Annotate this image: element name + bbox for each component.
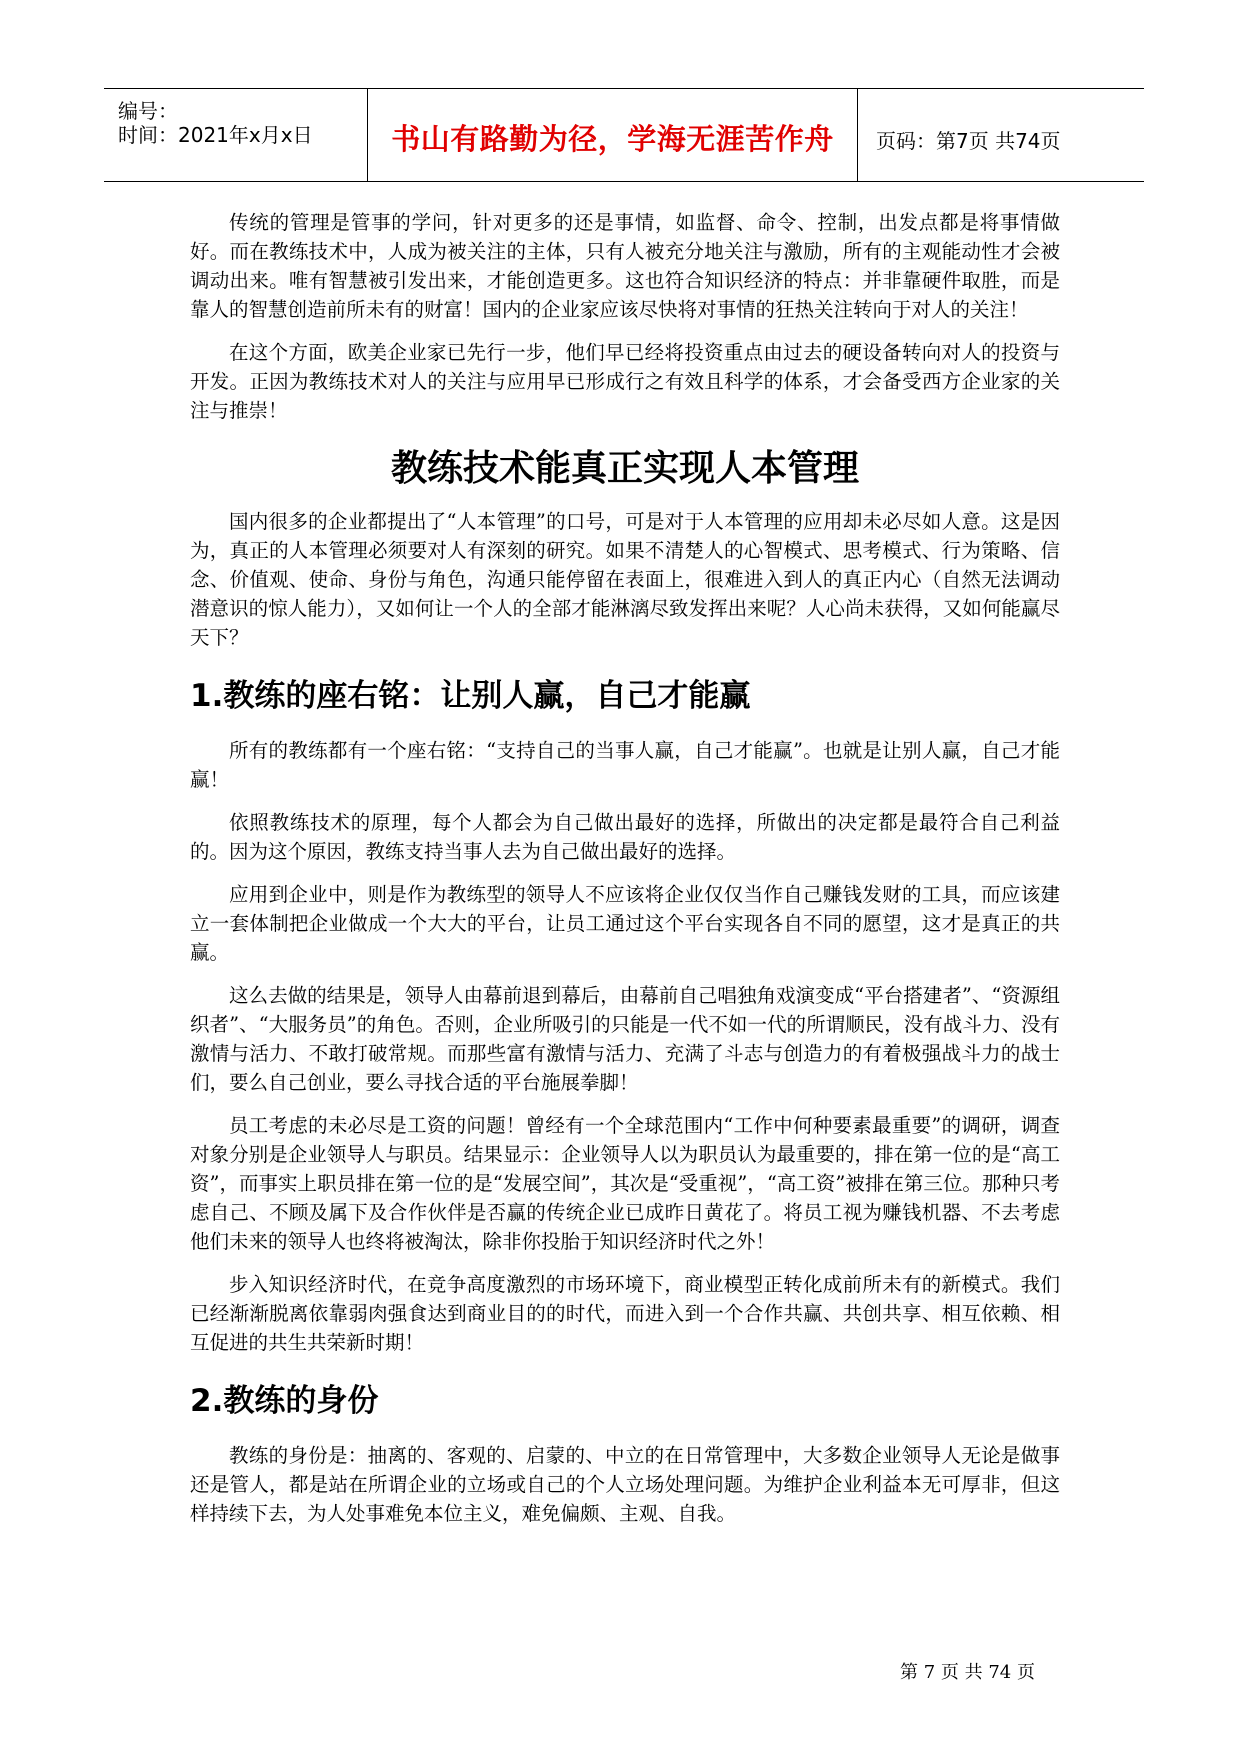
document-number-label: 编号： (118, 99, 178, 123)
paragraph: 这么去做的结果是，领导人由幕前退到幕后，由幕前自己唱独角戏演变成“平台搭建者”、“资源组织者”、“大服务员”的角色。否则，企业所吸引的只能是一代不如一代的所谓顺民，没有战斗力、没有激情与活力、不敢打破常规。而那些富有激情与活力、充满了斗志与创造力的有着极强战斗力的战士们，要么自己创业，要么寻找合适的平台施展拳脚！ (190, 984, 1060, 1094)
subsection-heading: 1.教练的座右铭：让别人赢，自己才能赢 (190, 678, 751, 714)
paragraph: 步入知识经济时代，在竞争高度激烈的市场环境下，商业模型正转化成前所未有的新模式。我们已经渐渐脱离依靠弱肉强食达到商业目的的时代，而进入到一个合作共赢、共创共享、相互依赖、相互促进的共生共荣新时期！ (190, 1273, 1060, 1354)
document-time-label: 时间：2021年x月x日 (118, 123, 313, 147)
paragraph: 员工考虑的未必尽是工资的问题！曾经有一个全球范围内“工作中何种要素最重要”的调研，调查对象分别是企业领导人与职员。结果显示：企业领导人以为职员认为最重要的，排在第一位的是“高工资”，而事实上职员排在第一位的是“发展空间”，其次是“受重视”，“高工资”被排在第三位。那种只考虑自己、不顾及属下及合作伙伴是否赢的传统企业已成昨日黄花了。将员工视为赚钱机器、不去考虑他们未来的领导人也终将被淘汰，除非你投胎于知识经济时代之外！ (190, 1114, 1060, 1253)
paragraph: 国内很多的企业都提出了“人本管理”的口号，可是对于人本管理的应用却未必尽如人意。这是因为，真正的人本管理必须要对人有深刻的研究。如果不清楚人的心智模式、思考模式、行为策略、信念、价值观、使命、身份与角色，沟通只能停留在表面上，很难进入到人的真正内心（自然无法调动潜意识的惊人能力），又如何让一个人的全部才能淋漓尽致发挥出来呢？人心尚未获得，又如何能赢尽天下？ (190, 510, 1060, 649)
paragraph: 依照教练技术的原理，每个人都会为自己做出最好的选择，所做出的决定都是最符合自己利益的。因为这个原因，教练支持当事人去为自己做出最好的选择。 (190, 811, 1060, 863)
paragraph: 在这个方面，欧美企业家已先行一步，他们早已经将投资重点由过去的硬设备转向对人的投资与开发。正因为教练技术对人的关注与应用早已形成行之有效且科学的体系，才会备受西方企业家的关注与推崇！ (190, 341, 1060, 422)
header-meta-cell (104, 89, 368, 181)
header-motto-cell (368, 89, 858, 181)
paragraph: 教练的身份是：抽离的、客观的、启蒙的、中立的在日常管理中，大多数企业领导人无论是做事还是管人，都是站在所谓企业的立场或自己的个人立场处理问题。为维护企业利益本无可厚非，但这样持续下去，为人处事难免本位主义，难免偏颇、主观、自我。 (190, 1444, 1060, 1525)
header-page-code: 页码：第7页 共74页 (876, 129, 1061, 153)
section-title: 教练技术能真正实现人本管理 (390, 448, 859, 489)
paragraph: 应用到企业中，则是作为教练型的领导人不应该将企业仅仅当作自己赚钱发财的工具，而应该建立一套体制把企业做成一个大大的平台，让员工通过这个平台实现各自不同的愿望，这才是真正的共赢。 (190, 883, 1060, 964)
paragraph: 传统的管理是管事的学问，针对更多的还是事情，如监督、命令、控制，出发点都是将事情做好。而在教练技术中，人成为被关注的主体，只有人被充分地关注与激励，所有的主观能动性才会被调动出来。唯有智慧被引发出来，才能创造更多。这也符合知识经济的特点：并非靠硬件取胜，而是靠人的智慧创造前所未有的财富！国内的企业家应该尽快将对事情的狂热关注转向于对人的关注！ (190, 211, 1060, 321)
page-footer-number: 第 7 页 共 74 页 (900, 1662, 1035, 1683)
document-body (190, 208, 1060, 1542)
paragraph: 所有的教练都有一个座右铭：“支持自己的当事人赢，自己才能赢”。也就是让别人赢，自己才能赢！ (190, 739, 1060, 791)
header-motto: 书山有路勤为径，学海无涯苦作舟 (391, 122, 834, 156)
page-header (104, 88, 1144, 182)
subsection-heading: 2.教练的身份 (190, 1383, 379, 1419)
header-page-cell (858, 89, 1144, 181)
